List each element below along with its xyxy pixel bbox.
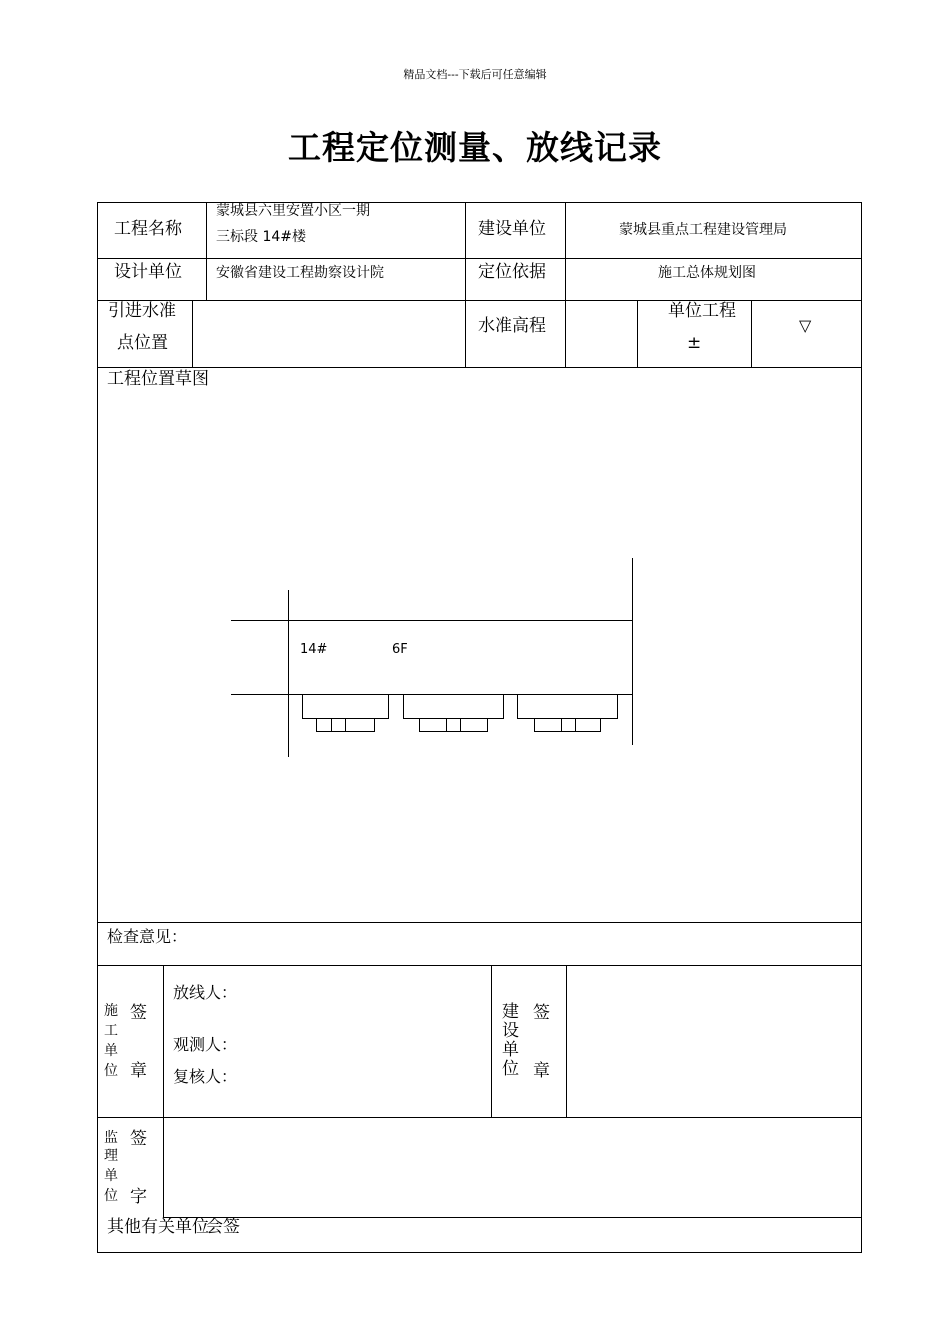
designer-value: 安徽省建设工程勘察设计院 (216, 265, 384, 281)
supervisor-char-3: 单 (104, 1168, 118, 1184)
builder-seal-char: 章 (533, 1061, 550, 1081)
plus-minus-symbol: ± (687, 333, 702, 353)
builder-sign-char: 签 (533, 1003, 550, 1023)
unit-project-label: 单位工程 (668, 301, 736, 321)
others-countersign: 会签 (206, 1217, 240, 1237)
supervisor-zi-char: 字 (130, 1187, 147, 1207)
constructor-seal-char: 章 (130, 1061, 147, 1081)
reviewer-label[interactable]: 复核人： (173, 1067, 238, 1086)
project-name-label: 工程名称 (114, 219, 182, 239)
supervisor-char-2: 理 (104, 1148, 118, 1164)
observer-label[interactable]: 观测人： (173, 1035, 238, 1054)
builder-char-1: 建 (502, 1002, 519, 1022)
constructor-char-1: 施 (104, 1003, 118, 1019)
building-id: 14# (300, 642, 328, 657)
project-name-line1: 蒙城县六里安置小区一期 (216, 203, 370, 219)
inspection-label: 检查意见： (107, 927, 188, 946)
builder-char-4: 位 (502, 1059, 519, 1079)
constructor-sign-char: 签 (130, 1003, 147, 1023)
constructor-char-4: 位 (104, 1063, 118, 1079)
builder-char-3: 单 (502, 1040, 519, 1060)
builder-value: 蒙城县重点工程建设管理局 (619, 222, 787, 238)
others-label: 其他有关单位 (107, 1217, 209, 1237)
supervisor-char-1: 监 (104, 1130, 118, 1146)
benchmark-label-line1: 引进水准 (108, 301, 176, 321)
benchmark-label-line2: 点位置 (117, 333, 168, 353)
basis-value: 施工总体规划图 (658, 265, 756, 281)
building-floors: 6F (392, 642, 408, 657)
supervisor-sign-char: 签 (130, 1129, 147, 1149)
page-title: 工程定位测量、放线记录 (288, 128, 662, 167)
designer-label: 设计单位 (114, 262, 182, 282)
setter-label[interactable]: 放线人： (173, 983, 238, 1002)
header-note: 精品文档---下载后可任意编辑 (403, 68, 547, 81)
builder-char-2: 设 (502, 1021, 519, 1041)
supervisor-char-4: 位 (104, 1188, 118, 1204)
constructor-char-3: 单 (104, 1043, 118, 1059)
sketch-label: 工程位置草图 (107, 369, 209, 389)
level-elevation-label: 水准高程 (478, 316, 546, 336)
constructor-char-2: 工 (104, 1023, 118, 1039)
builder-label: 建设单位 (478, 219, 546, 239)
elevation-triangle-symbol: ▽ (799, 316, 812, 335)
basis-label: 定位依据 (478, 262, 546, 282)
project-name-line2: 三标段 14#楼 (216, 229, 306, 245)
